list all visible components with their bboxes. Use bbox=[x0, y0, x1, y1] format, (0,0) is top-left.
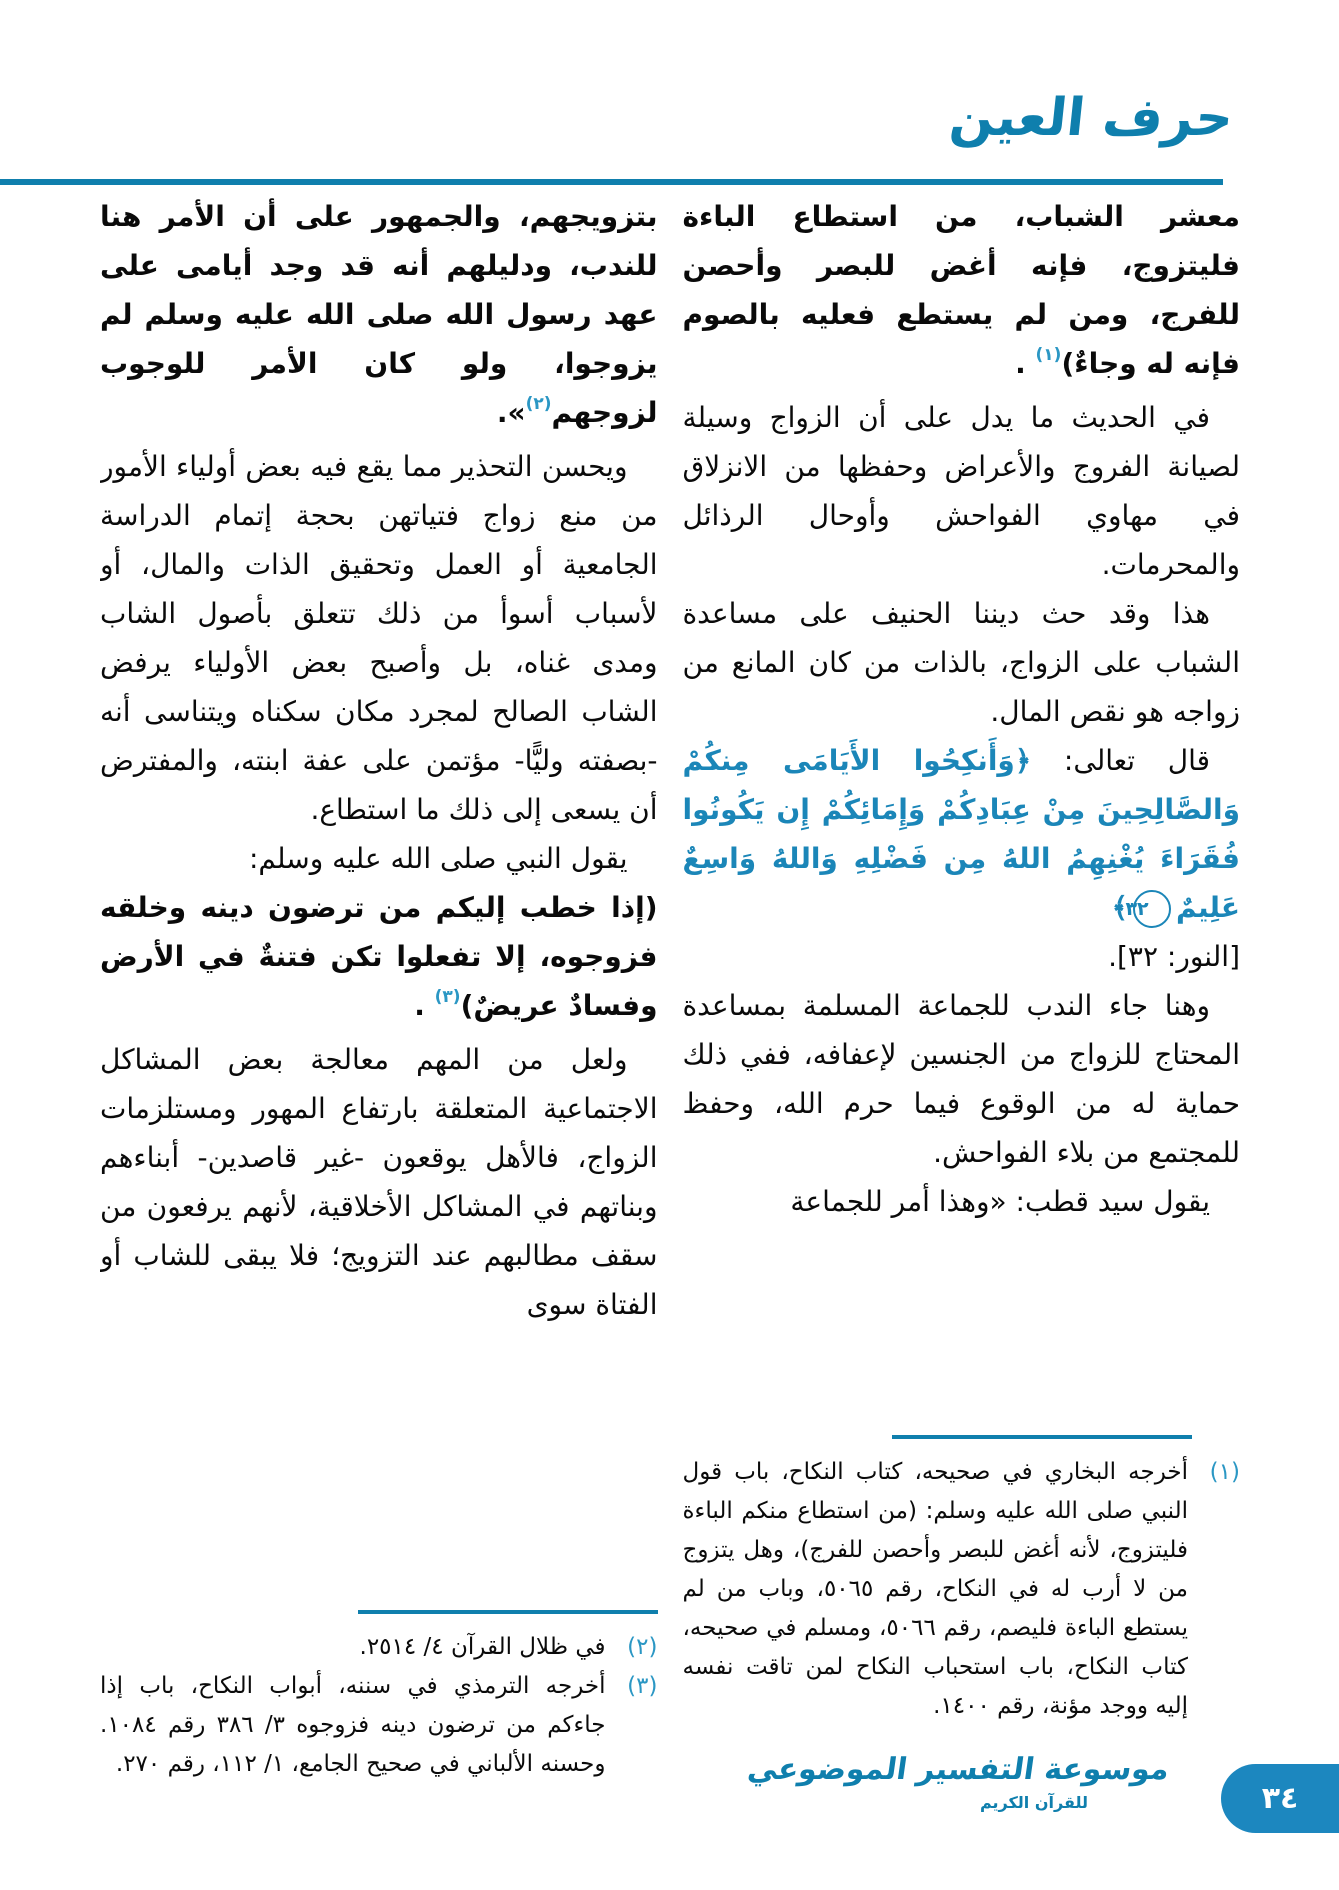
footnote-marker: (٣) bbox=[627, 1673, 658, 1699]
hadith-quote-tail: . bbox=[1015, 347, 1036, 380]
footnote-item bbox=[683, 1453, 1241, 1726]
hadith-quote-text: (إذا خطب إليكم من ترضون دينه وخلقه فزوجوه، إلا تفعلوا تكن فتنةٌ في الأرض وفسادٌ عريضٌ) bbox=[100, 891, 658, 1022]
header-rule bbox=[0, 179, 1223, 185]
commentary-paragraph: ويحسن التحذير مما يقع فيه بعض أولياء الأمور من منع زواج فتياتهن بحجة إتمام الدراسة الجامعية أو العمل وتحقيق الذات والمال، أو لأسباب أسوأ من ذلك تتعلق بأصول الشاب ومدى غناه، بل وأصبح بعض الأولياء يرفض الشاب الصالح لمجرد مكان سكناه ويتناسى أنه -بصفته وليًّا- مؤتمن على عفة ابنته، والمفترض أن يسعى إلى ذلك ما استطاع. bbox=[100, 450, 658, 826]
footnotes-left bbox=[100, 1610, 658, 1784]
qutb-quote-text: بتزويجهم، والجمهور على أن الأمر هنا للندب، ودليلهم أنه قد وجد أيامى على عهد رسول الله صلى الله عليه وسلم لم يزوجوا، ولو كان الأمر للوجوب لزوجهم bbox=[100, 200, 658, 429]
hadith-quote-text: معشر الشباب، من استطاع الباءة فليتزوج، فإنه أغض للبصر وأحصن للفرج، ومن لم يستطع فعليه بالصوم فإنه له وجاءٌ) bbox=[682, 200, 1240, 380]
page-number: ٣٤ bbox=[1261, 1781, 1299, 1816]
commentary-paragraph: هذا وقد حث ديننا الحنيف على مساعدة الشباب على الزواج، بالذات من كان المانع من زواجه هو نقص المال. bbox=[682, 597, 1240, 728]
column-left-body bbox=[100, 192, 658, 1329]
verse-reference: [النور: ٣٢]. bbox=[1108, 940, 1240, 973]
publisher-logo-subtitle: للقرآن الكريم bbox=[979, 1793, 1089, 1812]
column-left bbox=[100, 192, 658, 1790]
quran-verse-text: ﴿وَأَنكِحُوا الأَيَامَى مِنكُمْ وَالصَّالِحِينَ مِنْ عِبَادِكُمْ وَإِمَائِكُمْ إِن يَكُونُوا فُقَرَاءَ يُغْنِهِمُ اللهُ مِن فَضْلِهِ وَاللهُ وَاسِعٌ عَلِيمٌ bbox=[682, 744, 1240, 924]
footnote-marker: (٢) bbox=[627, 1634, 658, 1660]
ayah-number-medallion: ٣٢ bbox=[1133, 890, 1171, 928]
footnotes-right bbox=[683, 1435, 1241, 1726]
hadith-quote-tail: . bbox=[414, 989, 435, 1022]
footnote-rule bbox=[358, 1610, 658, 1614]
hadith-quote-paragraph bbox=[100, 883, 658, 1035]
commentary-paragraph: وهنا جاء الندب للجماعة المسلمة بمساعدة المحتاج للزواج من الجنسين لإعفافه، ففي ذلك حماية له من الوقوع فيما حرم الله، وحفظ للمجتمع من بلاء الفواحش. bbox=[682, 989, 1240, 1169]
publisher-logo-title: موسوعة التفسير الموضوعي bbox=[745, 1752, 1172, 1787]
footnote-ref-1: (١) bbox=[1035, 345, 1062, 365]
commentary-paragraph: يقول النبي صلى الله عليه وسلم: bbox=[248, 842, 628, 875]
page-number-badge bbox=[1221, 1764, 1339, 1833]
hadith-quote-paragraph bbox=[683, 192, 1241, 393]
footnote-ref-3: (٣) bbox=[434, 987, 461, 1007]
footnote-text: أخرجه البخاري في صحيحه، كتاب النكاح، باب قول النبي صلى الله عليه وسلم: (من استطاع منكم الباءة فليتزوج، لأنه أغض للبصر وأحصن للفرج)، وهل يتزوج من لا أرب له في النكاح، رقم ٥٠٦٥، وباب من لم يستطع الباءة فليصم، رقم ٥٠٦٦، ومسلم في صحيحه، كتاب النكاح، باب استحباب النكاح لمن تاقت نفسه إليه ووجد مؤنة، رقم ١٤٠٠. bbox=[682, 1459, 1189, 1719]
commentary-paragraph: في الحديث ما يدل على أن الزواج وسيلة لصيانة الفروج والأعراض وحفظها من الانزلاق في مهاوي الفواحش وأوحال الرذائل والمحرمات. bbox=[682, 401, 1240, 581]
footnote-item bbox=[100, 1628, 658, 1667]
footnote-text: في ظلال القرآن ٤/ ٢٥١٤. bbox=[359, 1634, 606, 1660]
qutb-quote-start-paragraph: يقول سيد قطب: «وهذا أمر للجماعة bbox=[790, 1185, 1210, 1218]
footnote-item bbox=[100, 1667, 658, 1784]
footnote-marker: (١) bbox=[1209, 1459, 1240, 1485]
verse-intro: قال تعالى: bbox=[1063, 744, 1210, 777]
quran-verse-paragraph bbox=[683, 736, 1241, 932]
verse-closing-ornament: ﴾ bbox=[1111, 891, 1129, 924]
column-right-body bbox=[683, 192, 1241, 1226]
footnote-ref-2: (٢) bbox=[525, 394, 552, 414]
footnote-text: أخرجه الترمذي في سننه، أبواب النكاح، باب إذا جاءكم من ترضون دينه فزوجوه ٣/ ٣٨٦ رقم ١٠٨٤. وحسنه الألباني في صحيح الجامع، ١/ ١١٢، رقم ٢٧٠. bbox=[100, 1673, 606, 1777]
publisher-logo-calligraphy bbox=[745, 1750, 1172, 1812]
qutb-quote-end-paragraph bbox=[100, 192, 658, 442]
footnote-rule bbox=[892, 1435, 1192, 1439]
commentary-paragraph: ولعل من المهم معالجة بعض المشاكل الاجتماعية المتعلقة بارتفاع المهور ومستلزمات الزواج، فالأهل يوقعون -غير قاصدين- أبناءهم وبناتهم في المشاكل الأخلاقية، لأنهم يرفعون من سقف مطالبهم عند التزويج؛ فلا يبقى للشاب أو الفتاة سوى bbox=[100, 1043, 658, 1321]
qutb-quote-tail: ». bbox=[496, 396, 526, 429]
text-columns bbox=[100, 192, 1240, 1790]
column-right bbox=[683, 192, 1241, 1790]
chapter-header-calligraphy: حرف العين bbox=[946, 88, 1237, 148]
